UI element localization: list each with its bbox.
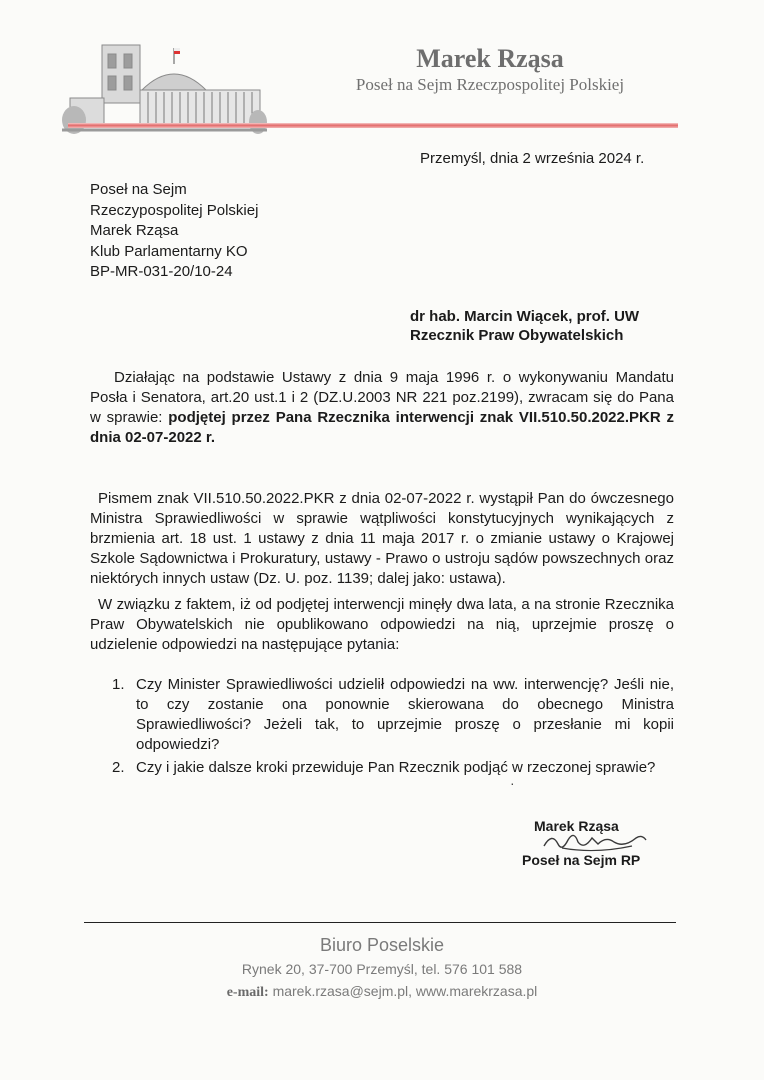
list-item-text: Czy Minister Sprawiedliwości udzielił odpowiedzi na ww. interwencję? Jeśli nie, to czy zostanie ona ponownie skierowana do obecnego Ministra Sprawiedliwości? Jeżeli tak, to uprzejmie proszę o przesłanie mi kopii odpowiedzi?	[136, 676, 674, 753]
footer-email-label: e-mail:	[226, 985, 269, 1000]
list-item-number: 1.	[112, 676, 125, 693]
paragraph-background: Pismem znak VII.510.50.2022.PKR z dnia 02-07-2022 r. wystąpił Pan do ówczesnego Ministra Sprawiedliwości w sprawie wątpliwości konstytucyjnych wynikających z brzmienia art. 18 ust. 1 ustawy z dnia 11 maja 2017 r. o zmianie ustawy o Krajowej Szkole Sądownictwa i Prokuratury, ustawy - Prawo o ustroju sądów powszechnych oraz niektórych innych ustaw (Dz. U. poz. 1139; dalej jako: ustawa).	[90, 490, 674, 587]
sender-line: Rzeczypospolitej Polskiej	[90, 201, 259, 219]
recipient-block	[410, 307, 639, 345]
paragraph-intro	[90, 368, 674, 448]
signatory-name: Marek Rząsa	[534, 818, 619, 834]
questions-list	[90, 675, 674, 781]
list-item	[90, 758, 674, 778]
footer-divider	[84, 922, 676, 923]
letter-date: Przemyśl, dnia 2 września 2024 r.	[420, 150, 645, 167]
list-item	[90, 675, 674, 755]
list-item-number: 2.	[112, 759, 125, 776]
paragraph-request: W związku z faktem, iż od podjętej interwencji minęły dwa lata, a na stronie Rzecznika Praw Obywatelskich nie opublikowano odpowiedzi na nią, uprzejmie proszę o udzielenie odpowiedzi na następujące pytania:	[90, 596, 674, 653]
footer-email-link[interactable]: marek.rzasa@sejm.pl, www.marekrzasa.pl	[272, 983, 538, 999]
recipient-name: dr hab. Marcin Wiącek, prof. UW	[410, 308, 640, 325]
list-item-text: Czy i jakie dalsze kroki przewiduje Pan Rzecznik podjąć w rzeczonej sprawie?	[136, 759, 656, 776]
paragraph-intro-subject: podjętej przez Pana Rzecznika interwencji znak VII.510.50.2022.PKR z dnia 02-07-2022 r.	[90, 409, 674, 446]
recipient-office: Rzecznik Praw Obywatelskich	[410, 327, 624, 344]
paragraph-intro-text: Działając na podstawie Ustawy z dnia 9 maja 1996 r. o wykonywaniu Mandatu Posła i Senatora, art.20 ust.1 i 2 (DZ.U.2003 NR 221 poz.2199), zwracam się do Pana w sprawie:	[90, 369, 674, 426]
footer-contact	[0, 983, 764, 1001]
sender-block	[90, 180, 258, 283]
footer-office-title: Biuro Poselskie	[319, 935, 445, 955]
letterhead-divider	[68, 123, 678, 128]
signatory-role: Poseł na Sejm RP	[522, 852, 641, 868]
letterhead-title: Poseł na Sejm Rzeczpospolitej Polskiej	[355, 75, 625, 94]
sender-line: Marek Rząsa	[90, 222, 179, 239]
stray-mark: ·	[510, 775, 515, 791]
footer-address: Rynek 20, 37-700 Przemyśl, tel. 576 101 588	[241, 961, 523, 977]
sender-line: Poseł na Sejm	[90, 181, 187, 198]
sender-line: Klub Parlamentarny KO	[90, 242, 248, 260]
letterhead-name: Marek Rząsa	[416, 44, 564, 73]
reference-number: BP-MR-031-20/10-24	[90, 263, 233, 280]
